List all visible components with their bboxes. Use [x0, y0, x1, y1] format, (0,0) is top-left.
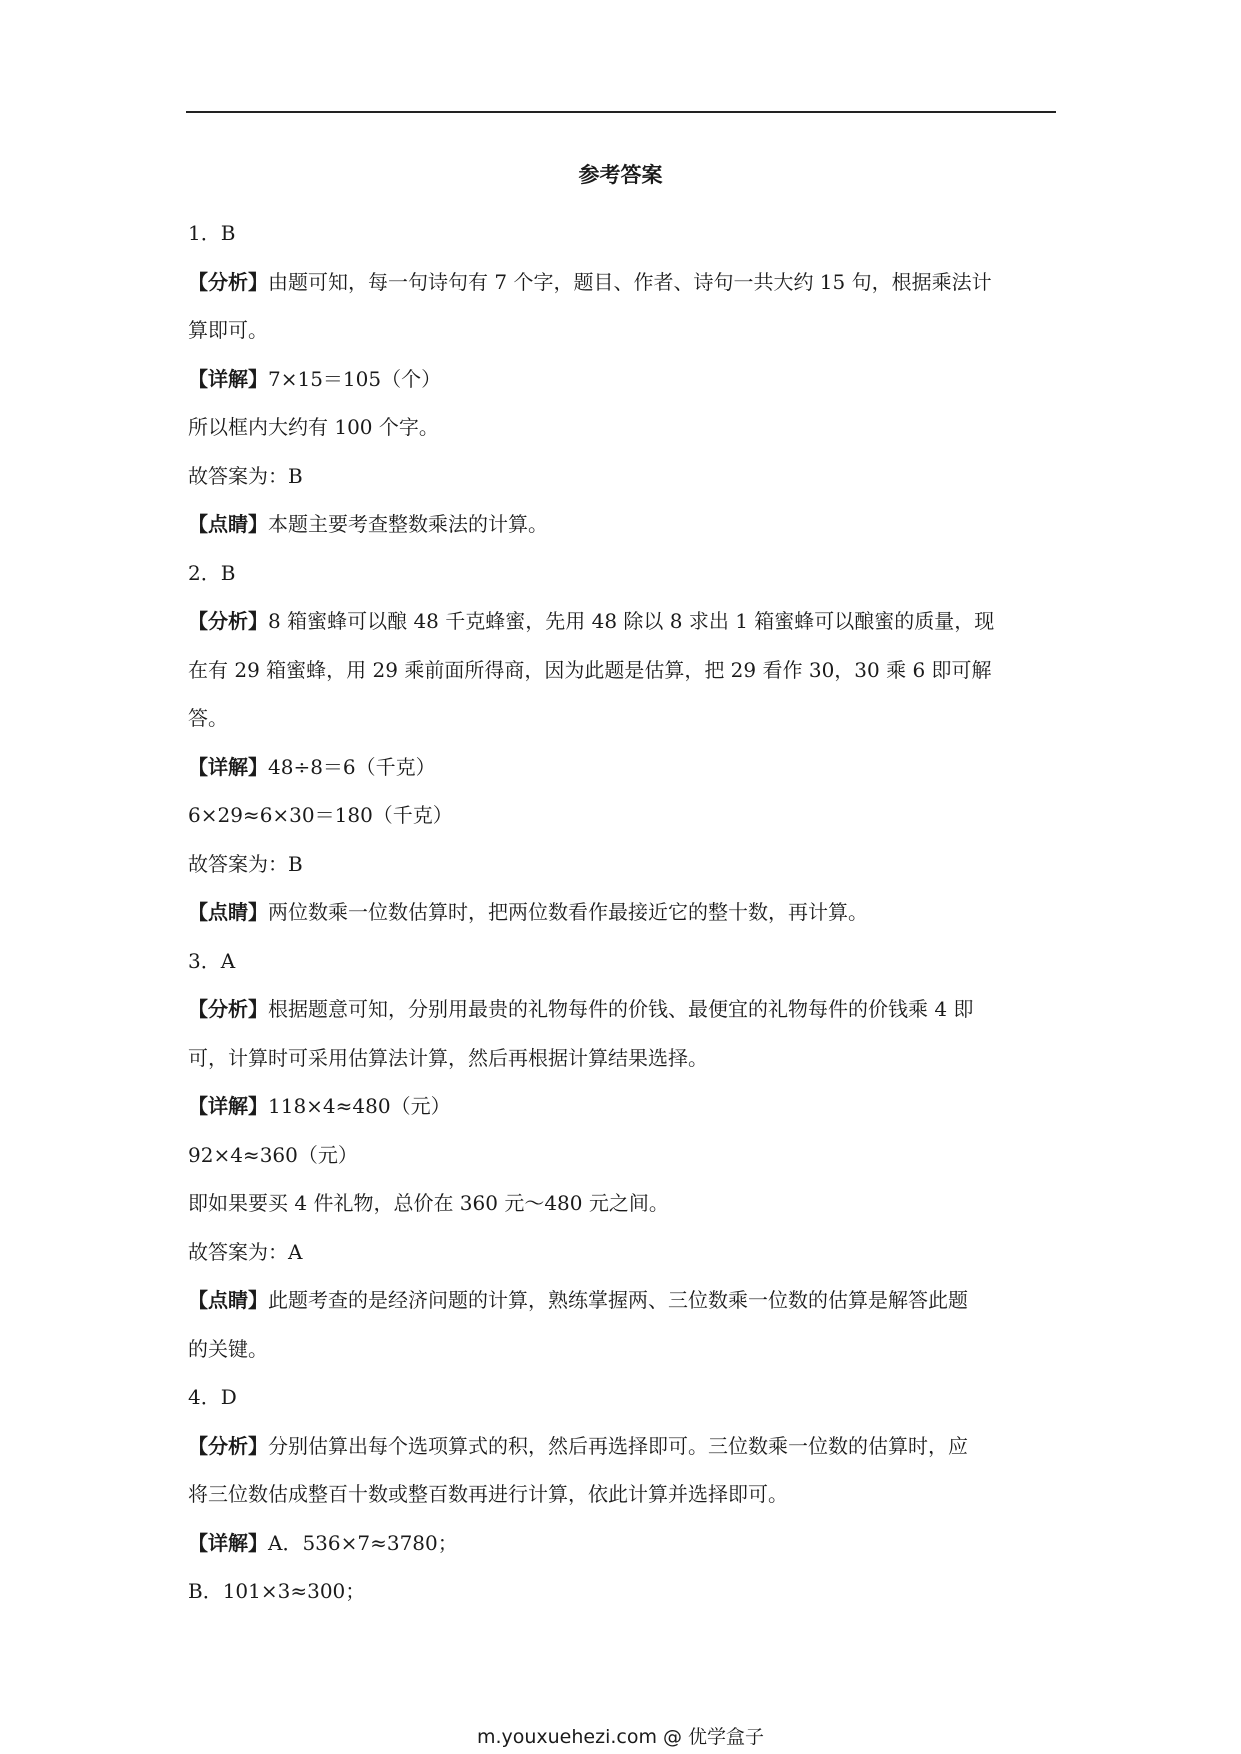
- line-text: 即如果要买 4 件礼物，总价在 360 元～480 元之间。: [188, 1191, 669, 1215]
- line-text: 此题考查的是经济问题的计算，熟练掌握两、三位数乘一位数的估算是解答此题: [268, 1288, 968, 1312]
- answer-content: [188, 209, 1056, 1616]
- line-text: 6×29≈6×30＝180（千克）: [188, 803, 453, 827]
- text-line: [188, 888, 1056, 937]
- line-text: A．536×7≈3780；: [268, 1530, 458, 1555]
- line-tag: 【分析】: [188, 1433, 268, 1458]
- text-line: [188, 452, 1056, 501]
- line-tag: 【详解】: [188, 366, 268, 391]
- line-text: 在有 29 箱蜜蜂，用 29 乘前面所得商，因为此题是估算，把 29 看作 30，30 乘 6 即可解: [188, 657, 992, 682]
- footer-watermark: m.youxuehezi.com @ 优学盒子: [476, 1726, 765, 1748]
- line-text: 分别估算出每个选项算式的积，然后再选择即可。三位数乘一位数的估算时，应: [268, 1433, 968, 1458]
- line-text: 故答案为：B: [188, 851, 303, 876]
- line-text: 的关键。: [188, 1336, 268, 1361]
- text-line: [188, 306, 1056, 355]
- text-line: [188, 1179, 1056, 1228]
- text-line: [188, 1228, 1056, 1277]
- text-line: [188, 355, 1056, 404]
- line-text: 可，计算时可采用估算法计算，然后再根据计算结果选择。: [188, 1045, 708, 1070]
- line-tag: 【详解】: [188, 1530, 268, 1555]
- text-line: [188, 1082, 1056, 1131]
- line-text: B．101×3≈300；: [188, 1579, 366, 1603]
- text-line: [188, 1567, 1056, 1616]
- text-line: [188, 694, 1056, 743]
- line-text: 由题可知，每一句诗句有 7 个字，题目、作者、诗句一共大约 15 句，根据乘法计: [268, 269, 992, 294]
- line-tag: 【点睛】: [188, 900, 268, 924]
- line-text: 2．B: [188, 560, 236, 585]
- line-tag: 【分析】: [188, 997, 268, 1021]
- text-line: [188, 840, 1056, 889]
- header-rule: [186, 111, 1056, 113]
- text-line: [188, 1519, 1056, 1568]
- line-text: 92×4≈360（元）: [188, 1142, 358, 1167]
- line-tag: 【分析】: [188, 609, 268, 633]
- line-text: 算即可。: [188, 318, 268, 342]
- line-text: 本题主要考查整数乘法的计算。: [268, 512, 548, 536]
- line-tag: 【详解】: [188, 754, 268, 779]
- text-line: [188, 258, 1056, 307]
- text-line: [188, 646, 1056, 695]
- text-line: [188, 1276, 1056, 1325]
- line-text: 48÷8＝6（千克）: [268, 754, 436, 779]
- text-line: [188, 549, 1056, 598]
- text-line: [188, 1422, 1056, 1471]
- line-text: 故答案为：A: [188, 1239, 303, 1264]
- line-text: 答。: [188, 706, 228, 730]
- line-text: 故答案为：B: [188, 463, 303, 488]
- text-line: [188, 1034, 1056, 1083]
- line-text: 两位数乘一位数估算时，把两位数看作最接近它的整十数，再计算。: [268, 900, 868, 924]
- text-line: [188, 597, 1056, 646]
- line-text: 所以框内大约有 100 个字。: [188, 415, 439, 439]
- text-line: [188, 1373, 1056, 1422]
- text-line: [188, 937, 1056, 986]
- line-text: 将三位数估成整百十数或整百数再进行计算，依此计算并选择即可。: [188, 1482, 788, 1506]
- text-line: [188, 985, 1056, 1034]
- line-text: 118×4≈480（元）: [268, 1094, 451, 1118]
- text-line: [188, 1470, 1056, 1519]
- line-tag: 【详解】: [188, 1094, 268, 1118]
- page-title: 参考答案: [578, 163, 663, 187]
- text-line: [188, 500, 1056, 549]
- text-line: [188, 791, 1056, 840]
- line-tag: 【点睛】: [188, 512, 268, 536]
- line-text: 4．D: [188, 1385, 237, 1409]
- line-text: 7×15＝105（个）: [268, 366, 442, 391]
- line-text: 8 箱蜜蜂可以酿 48 千克蜂蜜，先用 48 除以 8 求出 1 箱蜜蜂可以酿蜜的质量，现: [268, 609, 995, 633]
- text-line: [188, 743, 1056, 792]
- text-line: [188, 1131, 1056, 1180]
- line-tag: 【点睛】: [188, 1288, 268, 1312]
- line-text: 1．B: [188, 221, 236, 245]
- text-line: [188, 1325, 1056, 1374]
- line-text: 根据题意可知，分别用最贵的礼物每件的价钱、最便宜的礼物每件的价钱乘 4 即: [268, 997, 974, 1021]
- text-line: [188, 403, 1056, 452]
- line-tag: 【分析】: [188, 269, 268, 294]
- text-line: [188, 209, 1056, 258]
- line-text: 3．A: [188, 948, 236, 973]
